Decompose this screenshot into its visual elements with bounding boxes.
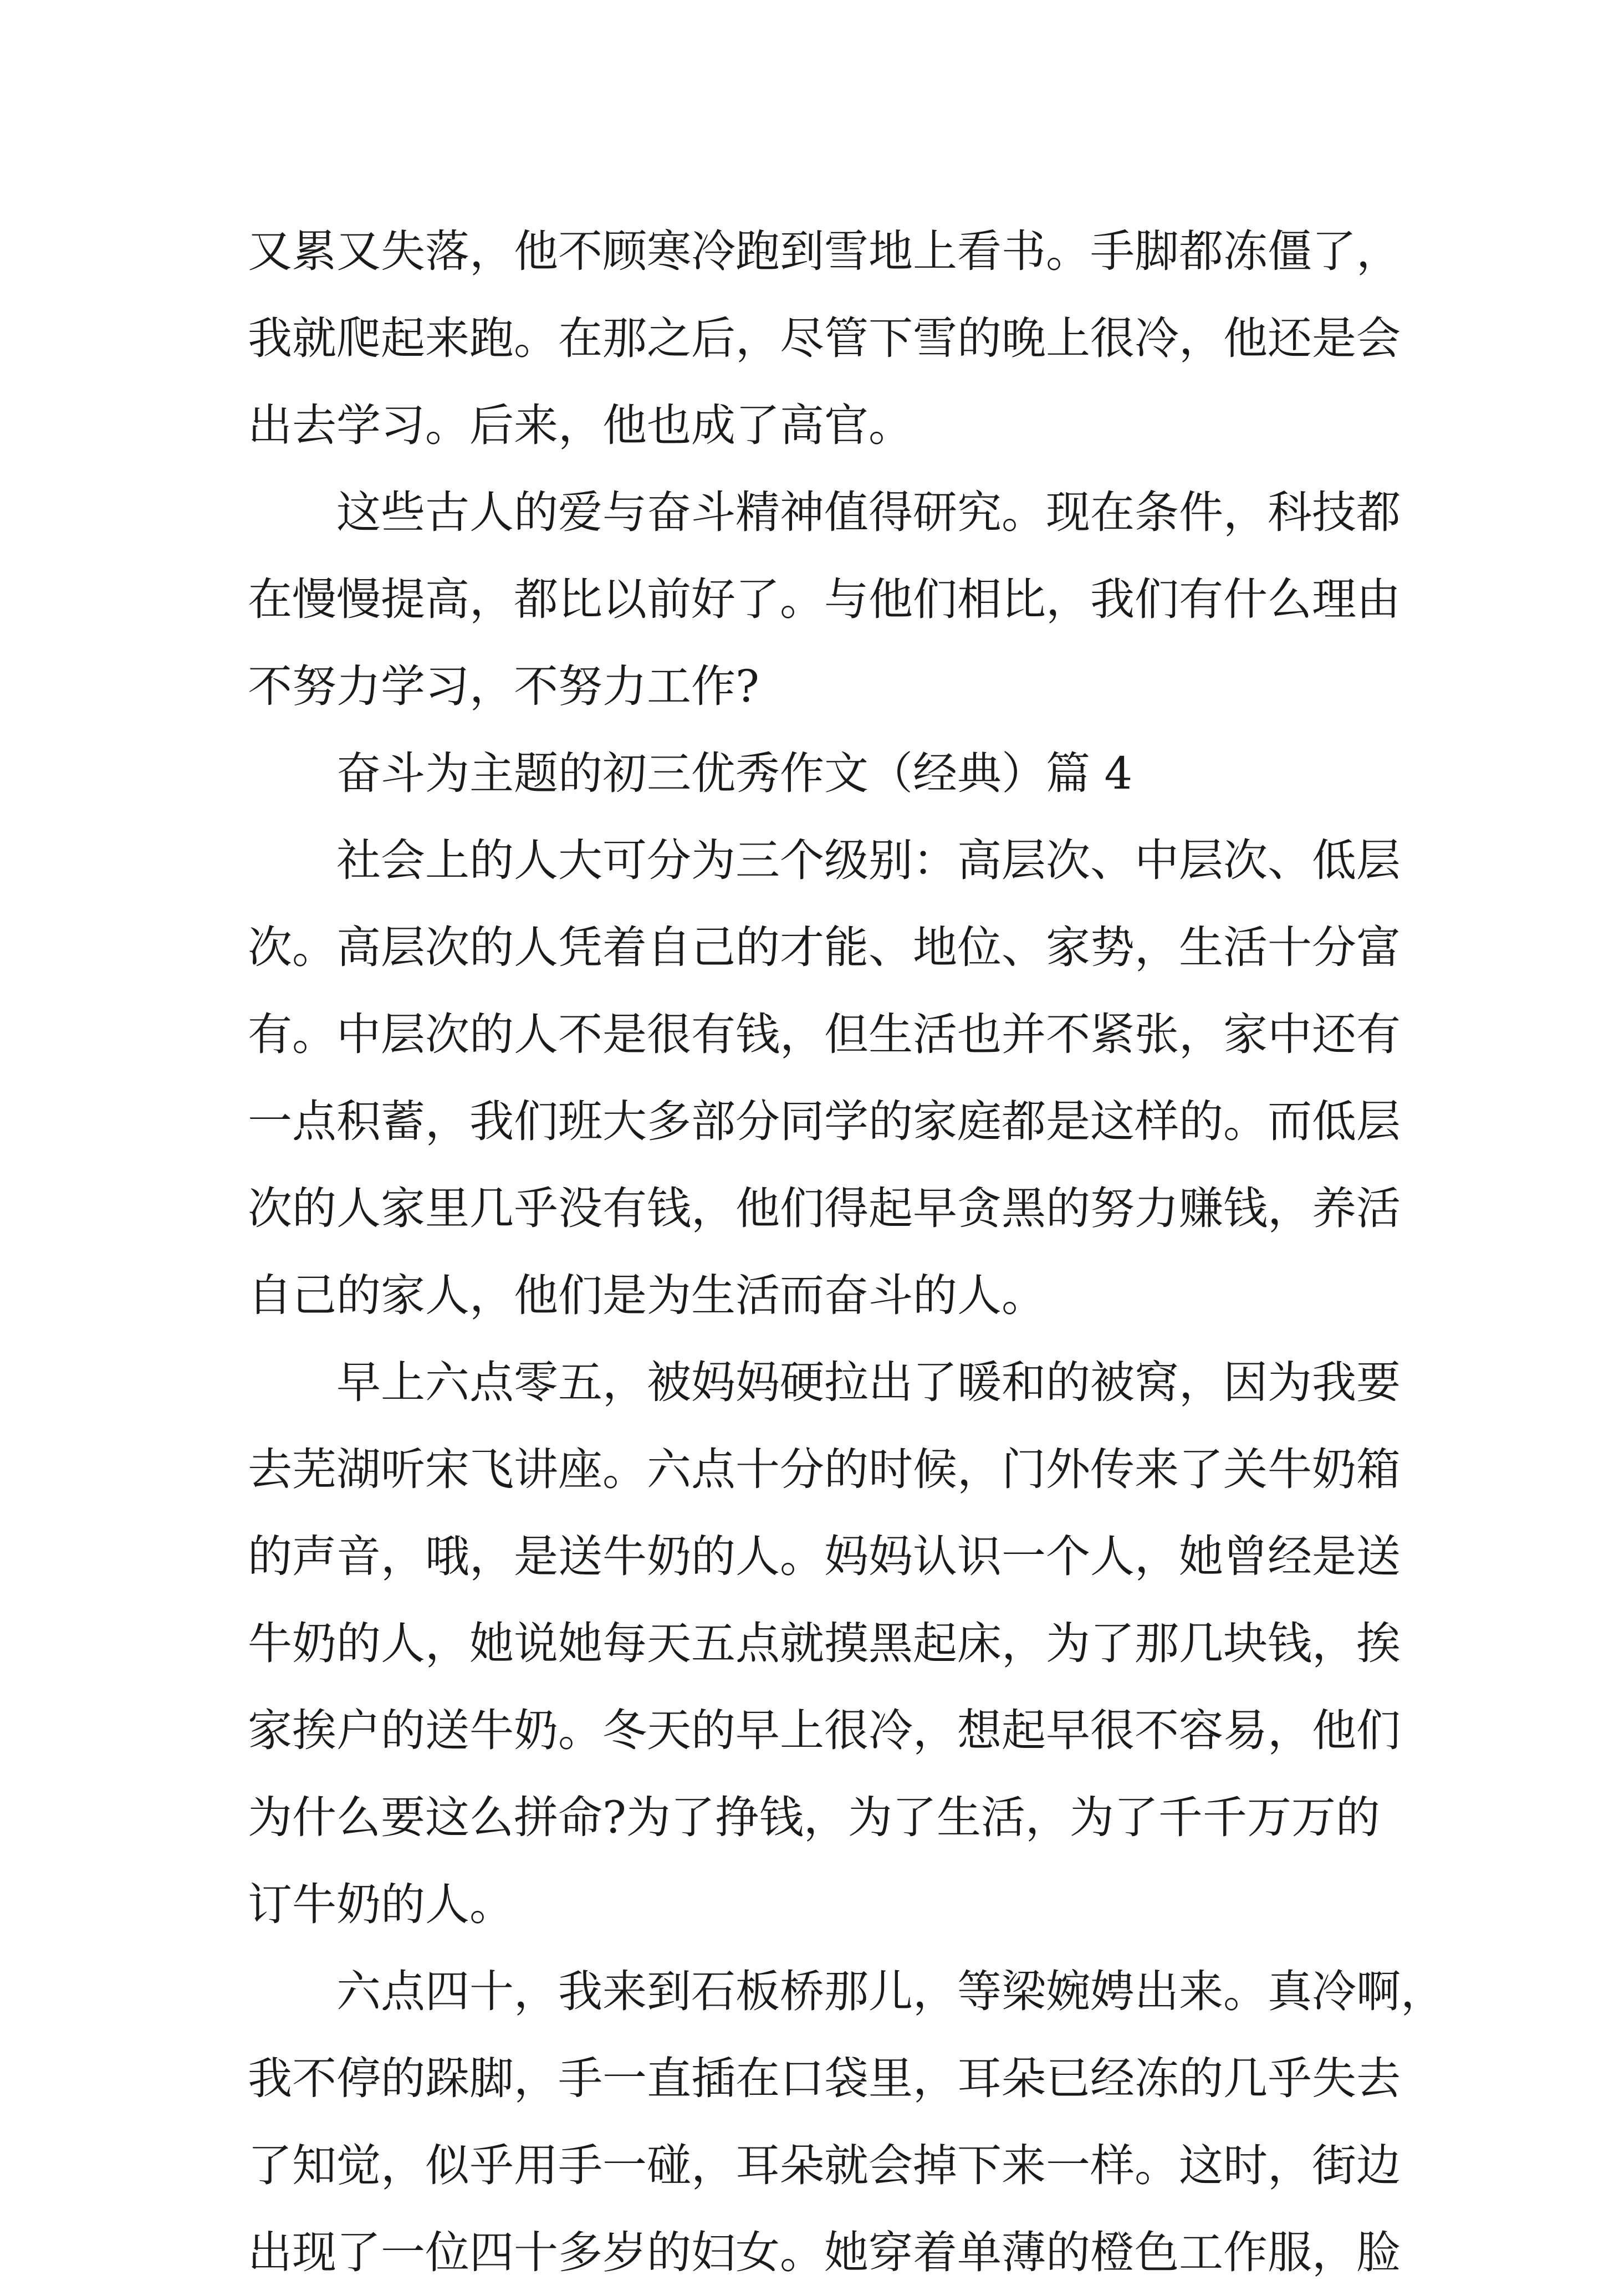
text-line: 又 累 又 失 落 ， 他 不 顾 寒 冷 跑 到 雪 地 上 看 书 。 手 脚 都 冻 僵 了 ， — [248, 226, 1401, 277]
text-line: 不努力学习，不努力工作? — [248, 661, 759, 712]
text-line: 出 现 了 一 位 四 十 多 岁 的 妇 女 。 她 穿 着 单 薄 的 橙 色 工 作 服 ， 脸 — [248, 2227, 1401, 2278]
section-heading: 奋斗为主题的初三优秀作文（经典）篇 4 — [336, 748, 1133, 799]
text-line: 在 慢 慢 提 高 ， 都 比 以 前 好 了 。 与 他 们 相 比 ， 我 们 有 什 么 理 由 — [248, 574, 1401, 625]
text-line: 家 挨 户 的 送 牛 奶 。 冬 天 的 早 上 很 冷 ， 想 起 早 很 不 容 易 ， 他 们 — [248, 1705, 1401, 1756]
text-line: 我 不 停 的 跺 脚 ， 手 一 直 插 在 口 袋 里 ， 耳 朵 已 经 冻 的 几 乎 失 去 — [248, 2053, 1401, 2104]
paragraph-first-line: 早 上 六 点 零 五 ， 被 妈 妈 硬 拉 出 了 暖 和 的 被 窝 ， 因 为 我 要 — [336, 1357, 1401, 1408]
text-line: 次 。 高 层 次 的 人 凭 着 自 己 的 才 能 、 地 位 、 家 势 ， 生 活 十 分 富 — [248, 922, 1401, 973]
text-line: 去 芜 湖 听 宋 飞 讲 座 。 六 点 十 分 的 时 候 ， 门 外 传 来 了 关 牛 奶 箱 — [248, 1444, 1401, 1495]
text-line: 我 就 爬 起 来 跑 。 在 那 之 后 ， 尽 管 下 雪 的 晚 上 很 冷 ， 他 还 是 会 — [248, 313, 1401, 364]
paragraph-first-line: 社 会 上 的 人 大 可 分 为 三 个 级 别 ： 高 层 次 、 中 层 次 、 低 层 — [336, 835, 1401, 886]
text-line: 次 的 人 家 里 几 乎 没 有 钱 ， 他 们 得 起 早 贪 黑 的 努 力 赚 钱 ， 养 活 — [248, 1183, 1401, 1234]
text-line: 牛 奶 的 人 ， 她 说 她 每 天 五 点 就 摸 黑 起 床 ， 为 了 那 几 块 钱 ， 挨 — [248, 1618, 1401, 1669]
text-line: 一 点 积 蓄 ， 我 们 班 大 多 部 分 同 学 的 家 庭 都 是 这 样 的 。 而 低 层 — [248, 1096, 1401, 1147]
document-body — [248, 208, 1445, 2296]
text-line: 订牛奶的人。 — [248, 1879, 514, 1930]
text-line: 有 。 中 层 次 的 人 不 是 很 有 钱 ， 但 生 活 也 并 不 紧 张 ， 家 中 还 有 — [248, 1009, 1401, 1060]
text-line: 了 知 觉 ， 似 乎 用 手 一 碰 ， 耳 朵 就 会 掉 下 来 一 样 。 这 时 ， 街 边 — [248, 2140, 1401, 2191]
text-line: 出去学习。后来，他也成了高官。 — [248, 400, 913, 451]
text-line: 的 声 音 ， 哦 ， 是 送 牛 奶 的 人 。 妈 妈 认 识 一 个 人 ， 她 曾 经 是 送 — [248, 1531, 1401, 1582]
paragraph-first-line: 这 些 古 人 的 爱 与 奋 斗 精 神 值 得 研 究 。 现 在 条 件 ， 科 技 都 — [336, 487, 1401, 538]
text-line: 为 什 么 要 这 么 拼 命 ? 为 了 挣 钱 ， 为 了 生 活 ， 为 了 千 千 万 万 的 — [248, 1792, 1380, 1843]
paragraph-first-line: 六 点 四 十 ， 我 来 到 石 板 桥 那 儿 ， 等 梁 婉 娉 出 来 。 真 冷 啊 ， — [336, 1966, 1445, 2017]
text-line: 自己的家人，他们是为生活而奋斗的人。 — [248, 1270, 1046, 1321]
